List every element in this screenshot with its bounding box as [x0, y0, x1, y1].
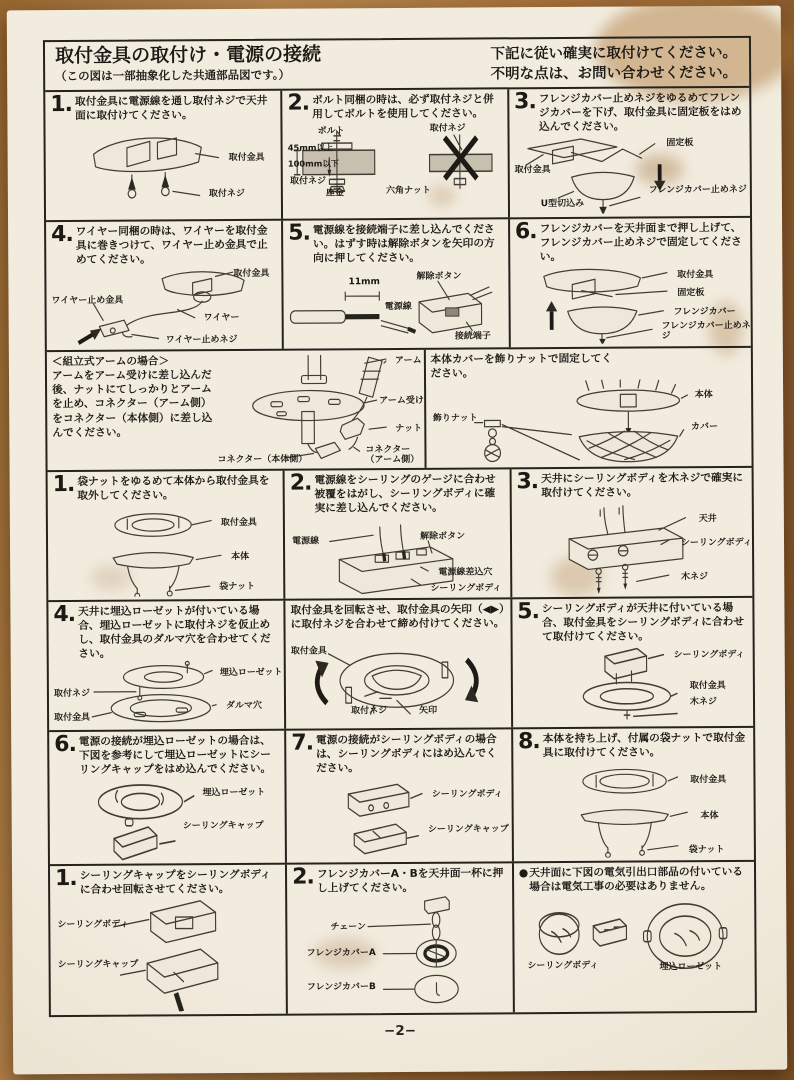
- part-label: 取付金具: [233, 268, 270, 279]
- diagram-cap-rotate: [55, 896, 281, 1013]
- bullet-icon: ●: [518, 866, 529, 880]
- page-subtitle: （この図は一部抽象化した共通部品図です。）: [55, 67, 291, 83]
- part-label: 埋込ローゼット: [219, 667, 283, 678]
- diagram-terminal: [288, 264, 503, 346]
- part-label: 木ネジ: [689, 696, 717, 707]
- diagram-flange-cover-up: [515, 263, 751, 345]
- part-label: 取付ネジ: [53, 688, 90, 699]
- step-number: 8.: [517, 729, 540, 755]
- diagram-ceiling-body-wires: [290, 514, 505, 596]
- part-label: 袋ナット: [688, 844, 725, 856]
- part-label: ワイヤー止め金具: [51, 295, 124, 306]
- step-number: 4.: [53, 601, 76, 628]
- step-number: 2.: [287, 90, 310, 116]
- diagram-cover: [431, 379, 747, 465]
- part-label: 木ネジ: [681, 571, 709, 583]
- step-number: 4.: [51, 221, 73, 248]
- step-number: 5.: [288, 220, 310, 246]
- step-b4: [48, 601, 284, 730]
- step-a2: [280, 89, 507, 218]
- step-text: ワイヤー同梱の時は、ワイヤーを取付金具に巻きつけて、ワイヤー止め金具で止めてください。: [75, 223, 268, 266]
- part-label: 取付金具: [677, 269, 714, 281]
- diagram-wire: [51, 265, 277, 347]
- part-label: フレンジカバー止めネジ: [648, 184, 747, 196]
- part-label: 電源線差込穴: [438, 567, 493, 578]
- diagram-flange-cover-down: [514, 133, 745, 215]
- step-number: 2.: [292, 864, 314, 890]
- diagram-bolt-section: [288, 120, 503, 215]
- step-b1: [48, 471, 284, 600]
- step-a1: [45, 91, 281, 220]
- step-text: 取付金具を回転させ、取付金具の矢印（◀▶）に取付ネジを合わせて締め付けてください。: [290, 602, 505, 631]
- step-a3: [507, 88, 750, 217]
- step-number: 3.: [514, 89, 536, 115]
- step-text: シーリングキャップをシーリングボディに合わせ回転させてください。: [79, 867, 271, 896]
- part-label: 本体: [231, 551, 250, 562]
- step-text: フレンジカバーA・Bを天井面一杯に押し上げてください。: [316, 866, 504, 895]
- step-b7: [284, 729, 511, 862]
- step-b3: [509, 468, 752, 597]
- part-label: 六角ナット: [385, 185, 431, 196]
- part-label: ボルト: [317, 126, 345, 137]
- part-label: 取付金具: [220, 517, 257, 528]
- diagram-bracket-on-body: [517, 643, 748, 725]
- bracket-diagram: [50, 122, 276, 218]
- part-label: 取付ネジ: [208, 188, 245, 199]
- step-text: 天井にシーリングボディを木ネジで確実に取付けてください。: [541, 470, 744, 500]
- part-label: 固定板: [666, 137, 694, 149]
- part-label: 天井: [698, 513, 717, 524]
- steps-row-6: [49, 728, 754, 866]
- step-a6: [508, 218, 751, 347]
- step-text: 本体を持ち上げ、付属の袋ナットで取付金具に取付けてください。: [542, 730, 746, 760]
- part-label: 取付ネジ: [429, 123, 466, 134]
- arm-text-block: [52, 354, 218, 467]
- step-number: 1.: [54, 865, 77, 892]
- part-label: 袋ナット: [219, 581, 256, 592]
- part-label: 取付金具: [690, 774, 727, 786]
- part-label: シーリングキャップ: [57, 959, 139, 970]
- part-label: 矢印: [419, 705, 438, 716]
- step-text: ボルト同梱の時は、必ず取付ネジと併用してボルトを使用してください。: [312, 92, 494, 121]
- part-label: 電源線: [384, 301, 412, 312]
- step-number: 6.: [514, 219, 537, 245]
- part-label: シーリングボディ: [527, 960, 599, 972]
- part-label: カバー: [690, 421, 718, 433]
- part-label: シーリングボディ: [680, 537, 752, 549]
- step-b8: [511, 728, 754, 861]
- diagram-rotate: [291, 630, 506, 725]
- part-label: 取付金具: [228, 152, 265, 163]
- step-number: 6.: [54, 731, 76, 758]
- part-label: 取付金具: [54, 712, 91, 723]
- part-label: ナット: [395, 423, 423, 435]
- step-b2: [283, 469, 510, 598]
- part-label: ワイヤー止めネジ: [165, 334, 238, 346]
- step-text: 電源線を接続端子に差し込んでください。はずす時は解除ボタンを矢印の方向に押してください。: [312, 222, 495, 265]
- page-number: −2−: [383, 1022, 417, 1040]
- note-text-block: [519, 865, 749, 894]
- header-notice: [490, 43, 737, 85]
- step-text: 袋ナットをゆるめて本体から取付金具を取外してください。: [77, 473, 270, 502]
- part-label: コネクター（本体側）: [217, 454, 308, 466]
- step-text: シーリングボディが天井に付いている場合、取付金具をシーリングボディに合わせて取付けてください。: [541, 600, 745, 643]
- part-label: チェーン: [330, 922, 367, 933]
- part-label: フレンジカバー: [673, 306, 736, 318]
- dimension-label: 11mm: [348, 276, 380, 288]
- step-number: 1.: [52, 471, 75, 498]
- diagram-rosette-align: [53, 659, 283, 727]
- diagram-body-cap: [292, 774, 507, 860]
- step-a5: [281, 219, 508, 348]
- part-label: ワイヤー: [203, 312, 240, 323]
- part-label: 取付ネジ: [289, 176, 326, 187]
- part-label: ダルマ穴: [225, 700, 263, 711]
- step-a4: [46, 221, 282, 350]
- part-label: 飾りナット: [432, 413, 478, 424]
- step-text: フレンジカバー止めネジをゆるめてフレンジカバーを下げ、取付金具に固定板をはめ込んでください。: [538, 90, 742, 133]
- part-label: シーリングボディ: [430, 583, 502, 594]
- step-text: 電源の接続が埋込ローゼットの場合は、下図を参考にして埋込ローゼットにシーリングキャップをはめ込んでください。: [78, 733, 272, 776]
- part-label: シーリングキャップ: [182, 820, 264, 832]
- part-label: シーリングボディ: [57, 919, 129, 930]
- part-label: シーリングボディ: [431, 789, 503, 800]
- step-text: フレンジカバーを天井面まで押し上げて、フレンジカバー止めネジで固定してください。: [539, 220, 742, 263]
- part-label: 埋込ローゼット: [202, 787, 266, 798]
- step-b6: [49, 731, 285, 864]
- steps-row-5: [48, 598, 753, 732]
- steps-row-4: [48, 468, 753, 602]
- section-assembly-arm: [47, 350, 424, 470]
- part-label: 本体: [700, 810, 719, 821]
- arm-text: アームをアーム受けに差し込んだ後、ナットにてしっかりとアームを止め、コネクター（アーム側）をコネクター（本体側）に差し込んでください。: [51, 368, 213, 439]
- step-text: 取付金具に電源線を通し取付ネジで天井面に取付けてください。: [74, 93, 268, 122]
- step-number: 7.: [291, 730, 314, 756]
- part-label: 解除ボタン: [416, 271, 462, 282]
- step-rotate-bracket: [283, 599, 510, 728]
- outlet-parts-diagram: [519, 893, 750, 1010]
- part-label: シーリングキャップ: [427, 824, 509, 835]
- diagram-attach-body: [518, 759, 749, 859]
- step-b5: [510, 598, 753, 727]
- notice-line-2: 不明な点は、お問い合わせください。: [490, 65, 738, 83]
- cover-text: 本体カバーを飾りナットで固定してください。: [430, 351, 613, 380]
- page-title: 取付金具の取付け・電源の接続: [54, 43, 322, 68]
- diagram-arm: [217, 353, 424, 466]
- step-number: 1.: [50, 91, 73, 118]
- diagram-flange-covers: [292, 894, 507, 1010]
- steps-row-1: [45, 88, 750, 222]
- step-c2: [285, 863, 513, 1013]
- cap-rotate-diagram: [55, 896, 281, 1013]
- diagram-outlet-parts: [519, 893, 750, 1010]
- section-body-cover: [423, 348, 751, 468]
- instruction-sheet: [7, 6, 787, 1075]
- part-label: 接続端子: [454, 331, 491, 342]
- steps-row-2: [46, 218, 751, 352]
- diagram-remove-bracket: [53, 502, 279, 598]
- part-label: 取付ネジ: [351, 705, 388, 717]
- part-label: コネクター（アーム側）: [365, 444, 420, 466]
- step-c1: [50, 865, 286, 1015]
- instruction-frame: [43, 36, 757, 1017]
- note-text: 天井面に下図の電気引出口部品の付いている場合は電気工事の必要はありません。: [529, 864, 743, 894]
- diagram-rosette-cap: [54, 775, 280, 861]
- dimension-label: 45mm以上: [287, 142, 334, 153]
- part-label: 本体: [694, 389, 713, 400]
- part-label: フレンジカバー止めネジ: [661, 320, 751, 342]
- part-label: 解除ボタン: [420, 531, 466, 542]
- part-label: 取付金具: [689, 680, 726, 691]
- diagram-bracket-screws: [50, 122, 276, 218]
- header: [45, 38, 749, 92]
- part-label: 座金: [325, 188, 345, 199]
- part-label: フレンジカバーA: [306, 947, 376, 959]
- steps-row-3: [47, 348, 752, 472]
- part-label: 電源線: [292, 536, 320, 547]
- dimension-label: 100mm以下: [287, 158, 340, 169]
- part-label: フレンジカバーB: [306, 981, 376, 993]
- part-label: アーム受け: [379, 395, 424, 407]
- part-label: アーム: [394, 355, 422, 367]
- part-label: 埋込ローゼット: [659, 961, 723, 973]
- diagram-body-wood-screws: [517, 499, 752, 595]
- step-number: 2.: [289, 470, 312, 496]
- part-label: U型切込み: [540, 198, 585, 209]
- note-no-electric-work: [512, 862, 755, 1012]
- arm-heading: ＜組立式アームの場合＞: [51, 354, 170, 369]
- part-label: 固定板: [677, 287, 705, 299]
- step-text: 電源線をシーリングのゲージに合わせ被覆をはがし、シーリングボディに確実に差し込んでください。: [314, 472, 496, 515]
- notice-line-1: 下記に従い確実に取付けてください。: [490, 44, 738, 63]
- part-label: シーリングボディ: [673, 649, 745, 661]
- step-number: 3.: [516, 469, 539, 495]
- part-label: 取付金具: [290, 646, 327, 657]
- step-number: 5.: [517, 599, 540, 625]
- header-left: [55, 44, 321, 83]
- part-label: 取付金具: [514, 164, 551, 175]
- steps-row-7: [50, 862, 755, 1015]
- step-text: 天井に埋込ローゼットが付いている場合、埋込ローゼットに取付ネジを仮止めし、取付金具のダルマ穴を合わせてください。: [78, 603, 271, 660]
- step-text: 電源の接続がシーリングボディの場合は、シーリングボディにはめ込んでください。: [315, 732, 497, 775]
